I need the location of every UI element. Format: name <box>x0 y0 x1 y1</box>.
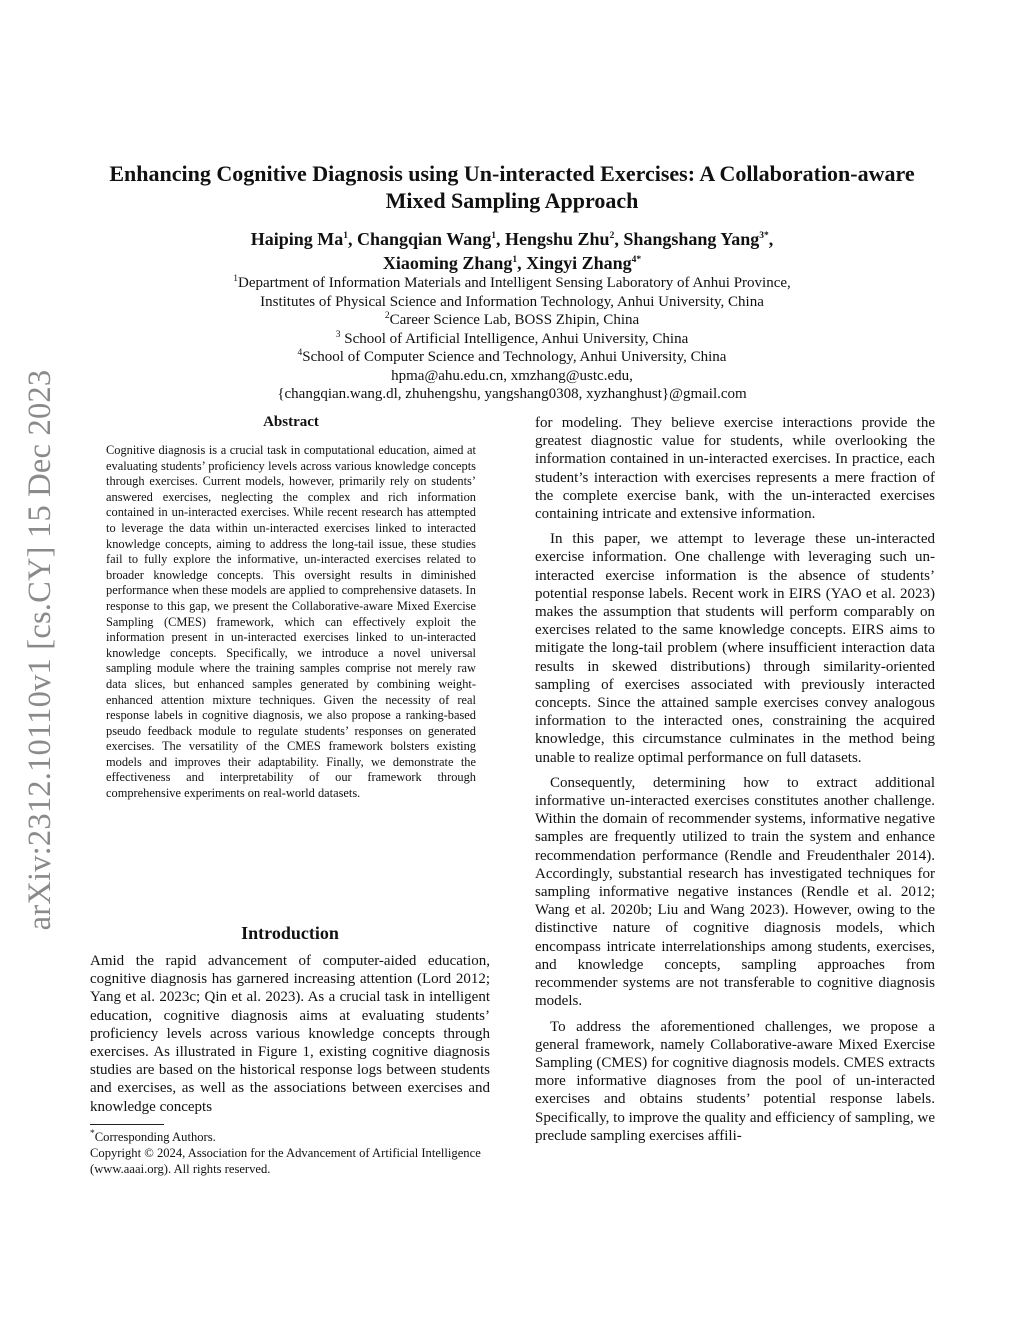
paper-title: Enhancing Cognitive Diagnosis using Un-interacted Exercises: A Collaboration-aware Mixed Sampling Approach <box>109 161 915 213</box>
introduction-heading: Introduction <box>241 923 339 943</box>
copyright-note: Copyright © 2024, Association for the Advancement of Artificial Intelligence (www.aaai.org). All rights reserved. <box>90 1146 481 1176</box>
footnote <box>90 1129 490 1177</box>
affiliation-line: $^4$School of Computer Science and Technology, Anhui University, China <box>297 348 727 365</box>
author: Xiaoming Zhang$^1$, <box>382 253 527 273</box>
introduction-body: Amid the rapid advancement of computer-aided education, cognitive diagnosis has garnered increasing attention (Lord 2012; Yang et al. 2023c; Qin et al. 2023). As a crucial task in intelligent education, cognitive diagnosis aims at evaluating students’ proficiency levels across various knowledge concepts through exercises. As illustrated in Figure 1, existing cognitive diagnosis studies are based on the historical response logs between students and exercises, as well as the associations between exercises and knowledge concepts <box>90 953 490 1115</box>
right-column <box>535 414 935 1152</box>
abstract-heading: Abstract <box>263 414 319 430</box>
author: Shangshang Yang$^{3*}$, <box>623 229 774 249</box>
affiliation-line: Institutes of Physical Science and Information Technology, Anhui University, China <box>260 293 764 310</box>
affiliation-line: $^2$Career Science Lab, BOSS Zhipin, China <box>384 311 640 328</box>
affiliation-line: $^1$Department of Information Materials and Intelligent Sensing Laboratory of Anhui Province, <box>233 274 791 291</box>
author: Hengshu Zhu$^2$, <box>505 229 624 249</box>
paragraph: In this paper, we attempt to leverage these un-interacted exercise information. One challenge with leveraging such un-interacted exercise information is the absence of students’ potential response labels. Recent work in EIRS (YAO et al. 2023) makes the assumption that students will perform comparably on exercises related to the same knowledge concepts. EIRS aims to mitigate the long-tail problem (where insufficient interaction data results in skewed distributions) through similarity-oriented sampling of exercises associated with previously interacted concepts. Since the attained sample exercises convey analogous information to the interacted ones, constraining the acquired knowledge, this circumstance culminates in the method being unable to realize optimal performance on full datasets. <box>535 531 935 766</box>
email-line[interactable]: {changqian.wang.dl, zhuhengshu, yangshang0308, xyzhanghust}@gmail.com <box>277 386 747 402</box>
author-list <box>90 227 934 275</box>
arxiv-sidebar-stamp[interactable]: arXiv:2312.10110v1 [cs.CY] 15 Dec 2023 <box>22 369 58 931</box>
footnote-divider <box>90 1124 164 1125</box>
author: Xingyi Zhang$^{4*}$ <box>526 253 642 273</box>
paragraph: Consequently, determining how to extract additional informative un-interacted exercises constitutes another challenge. Within the domain of recommender systems, informative negative samples are frequently utilized to train the system and enhance recommendation performance (Rendle and Freudenthaler 2014). Accordingly, substantial research has investigated techniques for sampling informative negative instances (Rendle et al. 2012; Wang et al. 2020b; Liu and Wang 2023). However, owing to the distinctive nature of cognitive diagnosis models, which encompass intricate interrelationships among students, exercises, and knowledge concepts, sampling approaches from recommender systems are not transferable to cognitive diagnosis models. <box>535 774 935 1010</box>
affiliation-line: $^3$ School of Artificial Intelligence, Anhui University, China <box>335 329 689 347</box>
author: Changqian Wang$^1$, <box>357 229 506 249</box>
corresponding-note: *Corresponding Authors. <box>90 1128 216 1144</box>
email-line[interactable]: hpma@ahu.edu.cn, xmzhang@ustc.edu, <box>391 367 633 384</box>
paragraph: for modeling. They believe exercise interactions provide the greatest diagnostic value for students, while overlooking the information contained in un-interacted exercises. In practice, each student’s interaction with exercises represents a mere fraction of the complete exercise bank, with the un-interacted exercises containing intricate and extensive information. <box>535 415 935 523</box>
affiliation-block <box>90 274 934 404</box>
paragraph: To address the aforementioned challenges, we propose a general framework, namely Collaborative-aware Mixed Exercise Sampling (CMES) for cognitive diagnosis models. CMES extracts more informative diagnoses from the pool of un-interacted exercises and obtains students’ potential response labels. Specifically, to improve the quality and efficiency of sampling, we preclude sampling exercises affili- <box>535 1018 935 1144</box>
abstract-body: Cognitive diagnosis is a crucial task in computational education, aimed at evaluating students’ proficiency levels across various knowledge concepts through exercises. Current models, however, primarily rely on students’ answered exercises, neglecting the complex and rich information contained in un-interacted exercises. While recent research has attempted to leverage the data within un-interacted exercises linked to interacted knowledge concepts, aiming to address the long-tail issue, these studies fail to fully explore the informative, un-interacted exercises related to broader knowledge concepts. This oversight results in diminished performance when these models are applied to comprehensive datasets. In response to this gap, we present the Collaborative-aware Mixed Exercise Sampling (CMES) framework, which can effectively exploit the information present in un-interacted exercises linked to un-interacted knowledge concepts. Specifically, we introduce a novel universal sampling module where the training samples comprise not merely raw data slices, but enhanced samples generated by combining weight-enhanced attention mixture techniques. Given the necessity of real response labels in cognitive diagnosis, we also propose a ranking-based pseudo feedback module to regulate students’ responses on generated exercises. The versatility of the CMES framework bolsters existing models and improves their adaptability. Finally, we demonstrate the effectiveness and interpretability of our framework through comprehensive experiments on real-world datasets. <box>106 443 476 801</box>
author: Haiping Ma$^1$, <box>250 229 358 249</box>
